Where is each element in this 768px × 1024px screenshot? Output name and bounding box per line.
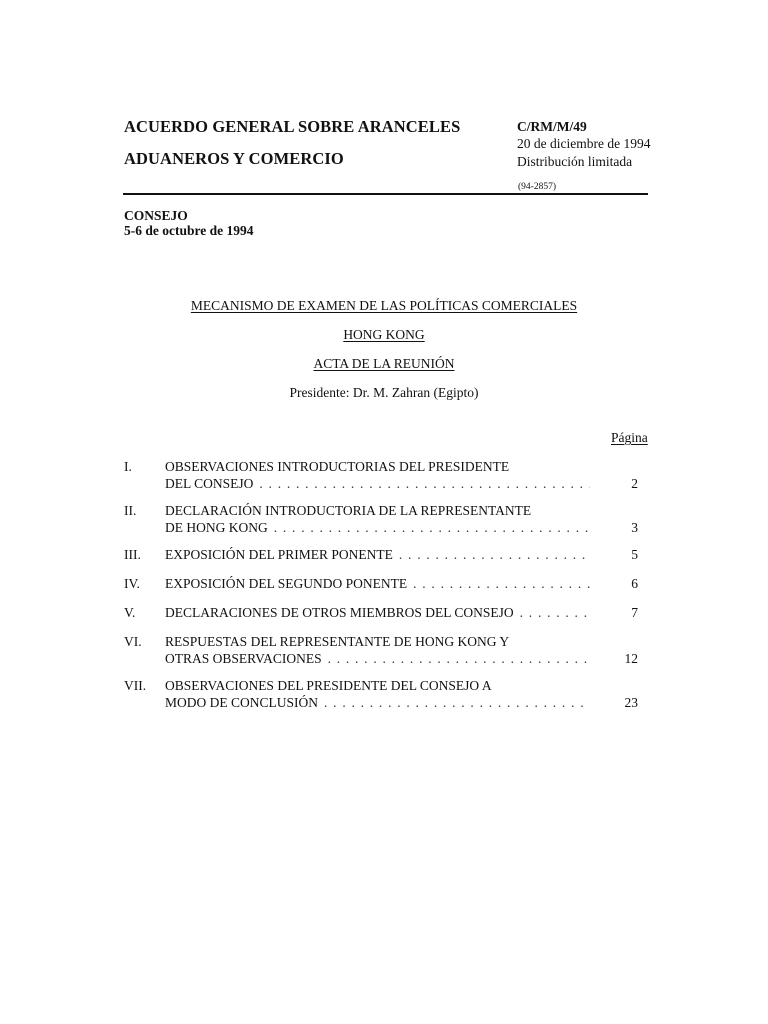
toc-item-number: VII. [124,678,147,693]
toc-item-title: EXPOSICIÓN DEL PRIMER PONENTE [165,547,393,562]
minutes-title-text: ACTA DE LA REUNIÓN [313,356,455,371]
toc-item-title-line1: OBSERVACIONES DEL PRESIDENTE DEL CONSEJO A [165,678,492,693]
dot-leader [274,519,590,536]
organization-name-line1: ACUERDO GENERAL SOBRE ARANCELES [124,117,461,136]
toc-item-title: DECLARACIONES DE OTROS MIEMBROS DEL CONSEJO [165,605,514,620]
organization-name-line2: ADUANEROS Y COMERCIO [124,149,344,168]
toc-item [0,677,768,711]
document-symbol: C/RM/M/49 [517,119,587,134]
job-number: (94-2857) [518,182,556,192]
toc-item-page: 6 [631,576,638,591]
chairperson-line: Presidente: Dr. M. Zahran (Egipto) [289,385,479,400]
toc-item-title-line1: RESPUESTAS DEL REPRESENTANTE DE HONG KONG Y [165,634,510,649]
toc-item-number: I. [124,459,132,474]
toc-item-title: EXPOSICIÓN DEL SEGUNDO PONENTE [165,576,408,591]
toc-item-title-line1: DECLARACIÓN INTRODUCTORIA DE LA REPRESENTANTE [165,503,532,518]
toc-item [0,502,768,536]
toc-item-number: IV. [124,576,140,591]
dot-leader [520,604,590,621]
dot-leader [413,575,590,592]
toc-item [0,546,768,563]
country-title [0,327,768,343]
toc-item-title-line2: OTRAS OBSERVACIONES [165,651,322,666]
toc-item-title-line1: OBSERVACIONES INTRODUCTORIAS DEL PRESIDENTE [165,459,510,474]
toc-item-page: 2 [631,476,638,491]
toc-item-title-line2: MODO DE CONCLUSIÓN [165,695,319,710]
toc-item-number: VI. [124,634,142,649]
toc-item-page: 23 [624,695,638,710]
toc-item [0,575,768,592]
toc-item-title-line2: DEL CONSEJO [165,476,254,491]
document-title-text: MECANISMO DE EXAMEN DE LAS POLÍTICAS COMERCIALES [190,298,578,313]
toc-item-page: 12 [624,651,638,666]
dot-leader [328,650,590,667]
toc-item-page: 7 [631,605,638,620]
toc-item-page: 3 [631,520,638,535]
country-title-text: HONG KONG [343,327,425,342]
header-divider [123,193,648,195]
toc-item-page: 5 [631,547,638,562]
toc-item [0,604,768,621]
toc-item [0,458,768,492]
distribution-status: Distribución limitada [517,154,633,169]
toc-item-number: III. [124,547,141,562]
toc-item-title-line2: DE HONG KONG [165,520,268,535]
toc-item-number: II. [124,503,137,518]
toc-item-number: V. [124,605,136,620]
toc-item [0,633,768,667]
dot-leader [259,475,590,492]
dot-leader [324,694,590,711]
meeting-body: CONSEJO [124,208,188,223]
page-column-header: Página [611,430,648,445]
document-date: 20 de diciembre de 1994 [517,136,651,151]
minutes-title [0,356,768,372]
document-title [0,298,768,314]
dot-leader [399,546,590,563]
meeting-dates: 5-6 de octubre de 1994 [124,223,254,238]
